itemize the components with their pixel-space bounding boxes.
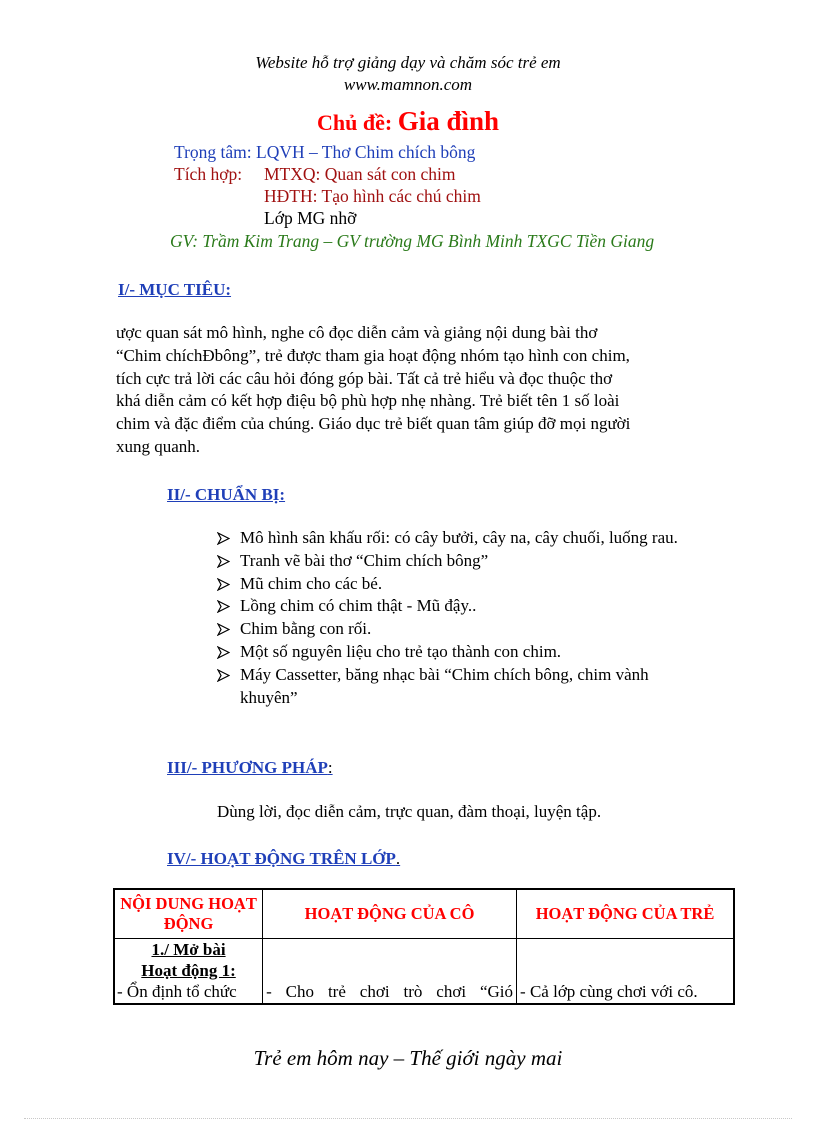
arrow-bullet-icon [217,532,230,545]
topic-label: Chủ đề: [317,110,398,135]
list-item: Mô hình sân khấu rối: có cây bưởi, cây na, cây chuối, luống rau. [217,527,697,550]
activity-table [113,888,735,1005]
integration-label: Tích hợp: [174,164,243,184]
arrow-bullet-icon [217,578,230,591]
integration-item-1: MTXQ: Quan sát con chim [264,164,456,184]
arrow-bullet-icon [217,555,230,568]
row-teacher-cell [263,939,517,1005]
list-item: Lồng chim có chim thật - Mũ đậy.. [217,595,697,618]
row-subtitle: Hoạt động 1: [141,961,236,980]
focus-line [174,142,475,163]
objectives-paragraph [116,322,697,459]
header-teacher: HOẠT ĐỘNG CỦA CÔ [263,889,517,939]
list-item: Mũ chim cho các bé. [217,573,697,596]
heading-colon: : [327,758,333,777]
row-content: - Ổn định tổ chức [117,982,237,1001]
objectives-line: “Chim chíchĐbông”, trẻ được tham gia hoạt động nhóm tạo hình con chim, [116,345,630,365]
objectives-line: tích cực trả lời các câu hỏi đóng góp bài. Tất cả trẻ hiểu và đọc thuộc thơ [116,368,613,388]
section-method-heading: III/- PHƯƠNG PHÁP: [167,758,333,777]
objectives-line: chim và đặc điểm của chúng. Giáo dục trẻ biết quan tâm giúp đỡ mọi người [116,414,631,434]
table-row [114,939,734,1005]
arrow-bullet-icon [217,623,230,636]
class-name: Lớp MG nhỡ [264,208,357,228]
section-preparation-heading: II/- CHUẨN BỊ: [167,485,286,504]
focus-label: Trọng tâm: [174,142,252,162]
arrow-bullet-icon [217,669,230,682]
section-objectives-heading: I/- MỤC TIÊU: [118,280,232,299]
list-item: Tranh vẽ bài thơ “Chim chích bông” [217,550,697,573]
list-item: Một số nguyên liệu cho trẻ tạo thành con chim. [217,641,697,664]
arrow-bullet-icon [217,600,230,613]
header-content: NỘI DUNG HOẠT ĐỘNG [114,889,263,939]
objectives-line: ược quan sát mô hình, nghe cô đọc diễn cảm và giảng nội dung bài thơ [116,323,598,342]
preparation-list [217,527,697,709]
method-text: Dùng lời, đọc diễn cảm, trực quan, đàm thoại, luyện tập. [217,802,602,821]
objectives-line: khá diễn cảm có kết hợp điệu bộ phù hợp nhẹ nhàng. Trẻ biết tên 1 số loài [116,391,620,411]
site-url: www.mamnon.com [343,75,473,94]
site-title: Website hỗ trợ giảng dạy và chăm sóc trẻ em [255,53,561,72]
page-bottom-border [24,1118,792,1119]
row-children-cell [517,939,734,1005]
objectives-line: xung quanh. [116,436,201,456]
arrow-bullet-icon [217,646,230,659]
heading-period: . [395,849,401,868]
row-children-text: - Cả lớp cùng chơi với cô. [520,982,698,1001]
section-activities-heading: IV/- HOẠT ĐỘNG TRÊN LỚP. [167,849,401,868]
header-children: HOẠT ĐỘNG CỦA TRẺ [517,889,734,939]
row-title: 1./ Mở bài [151,940,226,959]
table-header-row [114,889,734,939]
topic-value: Gia đình [397,106,499,136]
integration-item-2: HĐTH: Tạo hình các chú chim [264,186,481,206]
row-teacher-text: - Cho trẻ chơi trò chơi “Gió [266,982,514,1001]
row-content-cell [114,939,263,1005]
focus-value: LQVH – Thơ Chim chích bông [256,142,476,162]
list-item: Chim bằng con rối. [217,618,697,641]
teacher-line: GV: Trầm Kim Trang – GV trường MG Bình Minh TXGC Tiền Giang [170,231,655,251]
topic-title [0,106,816,137]
footer-slogan: Trẻ em hôm nay – Thế giới ngày mai [253,1046,563,1070]
list-item: Máy Cassetter, băng nhạc bài “Chim chích bông, chim vành khuyên” [217,664,697,710]
